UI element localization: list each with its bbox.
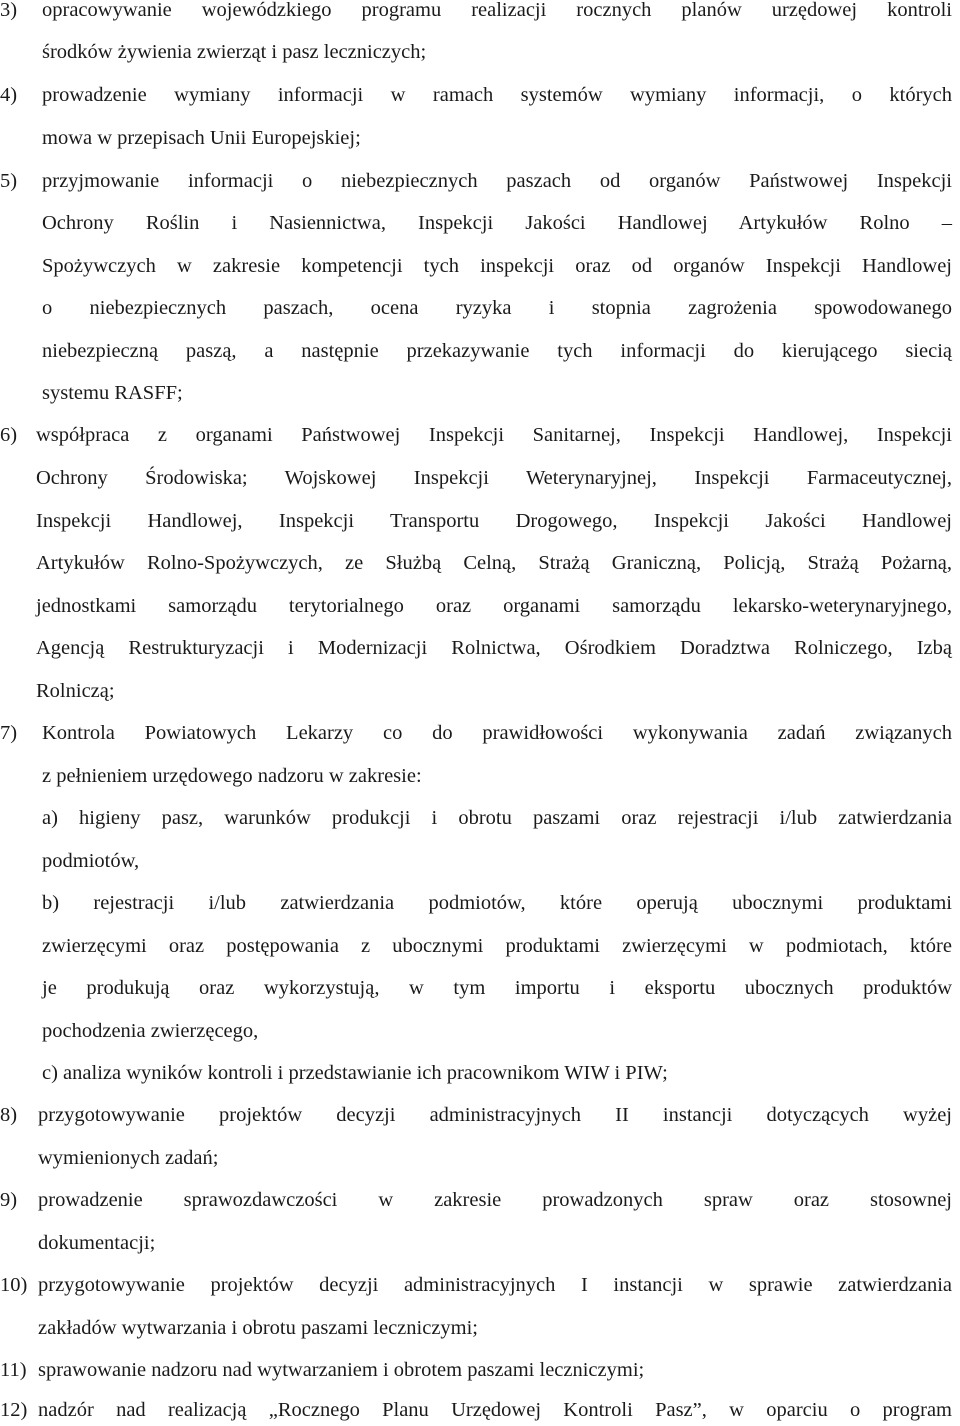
item-7a-line-1: a) higieny pasz, warunków produkcji i obrotu paszami oraz rejestracji i/lub zatwierdzania <box>42 807 952 829</box>
item-3-line-2: środków żywienia zwierząt i pasz leczniczych; <box>42 41 427 63</box>
item-10-line-1: przygotowywanie projektów decyzji administracyjnych I instancji w sprawie zatwierdzania <box>38 1274 952 1296</box>
item-8-line-1: przygotowywanie projektów decyzji administracyjnych II instancji dotyczących wyżej <box>38 1104 952 1126</box>
item-10-line-2: zakładów wytwarzania i obrotu paszami leczniczymi; <box>38 1317 478 1339</box>
item-number: 4) <box>0 84 18 106</box>
item-7b-line-3: je produkują oraz wykorzystują, w tym importu i eksportu ubocznych produktów <box>42 977 952 999</box>
item-3-line-1: opracowywanie wojewódzkiego programu realizacji rocznych planów urzędowej kontroli <box>42 0 952 21</box>
item-number: 3) <box>0 0 18 21</box>
item-6-line-5: jednostkami samorządu terytorialnego oraz organami samorządu lekarsko-weterynaryjnego, <box>36 595 952 617</box>
item-9-line-1: prowadzenie sprawozdawczości w zakresie prowadzonych spraw oraz stosownej <box>38 1189 952 1211</box>
item-6-line-2: Ochrony Środowiska; Wojskowej Inspekcji Weterynaryjnej, Inspekcji Farmaceutycznej, <box>36 467 952 489</box>
item-6-line-6: Agencją Restrukturyzacji i Modernizacji Rolnictwa, Ośrodkiem Doradztwa Rolniczego, Izbą <box>36 637 952 659</box>
item-5-line-3: Spożywczych w zakresie kompetencji tych inspekcji oraz od organów Inspekcji Handlowej <box>42 255 952 277</box>
item-number: 6) <box>0 424 18 446</box>
item-12-line-1: nadzór nad realizacją „Rocznego Planu Urzędowej Kontroli Pasz”, w oparciu o program <box>38 1399 952 1421</box>
item-number: 9) <box>0 1189 18 1211</box>
item-6-line-7: Rolniczą; <box>36 680 115 702</box>
item-8-line-2: wymienionych zadań; <box>38 1147 219 1169</box>
item-number: 12) <box>0 1399 28 1421</box>
item-5-line-4: o niebezpiecznych paszach, ocena ryzyka i stopnia zagrożenia spowodowanego <box>42 297 952 319</box>
item-7a-line-2: podmiotów, <box>42 850 140 872</box>
item-6-line-4: Artykułów Rolno-Spożywczych, ze Służbą Celną, Strażą Graniczną, Policją, Strażą Pożarną, <box>36 552 952 574</box>
item-5-line-6: systemu RASFF; <box>42 382 183 404</box>
item-6-line-3: Inspekcji Handlowej, Inspekcji Transportu Drogowego, Inspekcji Jakości Handlowej <box>36 510 952 532</box>
item-5-line-5: niebezpieczną paszą, a następnie przekazywanie tych informacji do kierującego siecią <box>42 340 952 362</box>
item-4-line-2: mowa w przepisach Unii Europejskiej; <box>42 127 361 149</box>
item-number: 10) <box>0 1274 28 1296</box>
item-number: 11) <box>0 1359 27 1381</box>
item-7-line-1: Kontrola Powiatowych Lekarzy co do prawidłowości wykonywania zadań związanych <box>42 722 952 744</box>
item-7b-line-4: pochodzenia zwierzęcego, <box>42 1020 259 1042</box>
item-11-line-1: sprawowanie nadzoru nad wytwarzaniem i obrotem paszami leczniczymi; <box>38 1359 645 1381</box>
item-7b-line-1: b) rejestracji i/lub zatwierdzania podmiotów, które operują ubocznymi produktami <box>42 892 952 914</box>
item-4-line-1: prowadzenie wymiany informacji w ramach systemów wymiany informacji, o których <box>42 84 952 106</box>
item-9-line-2: dokumentacji; <box>38 1232 156 1254</box>
item-5-line-1: przyjmowanie informacji o niebezpiecznych paszach od organów Państwowej Inspekcji <box>42 170 952 192</box>
item-7c-line-1: c) analiza wyników kontroli i przedstawianie ich pracownikom WIW i PIW; <box>42 1062 668 1084</box>
item-7b-line-2: zwierzęcymi oraz postępowania z ubocznymi produktami zwierzęcymi w podmiotach, które <box>42 935 952 957</box>
item-6-line-1: współpraca z organami Państwowej Inspekcji Sanitarnej, Inspekcji Handlowej, Inspekcji <box>36 424 952 446</box>
item-5-line-2: Ochrony Roślin i Nasiennictwa, Inspekcji Jakości Handlowej Artykułów Rolno – <box>42 212 952 234</box>
item-number: 8) <box>0 1104 18 1126</box>
item-7-line-2: z pełnieniem urzędowego nadzoru w zakresie: <box>42 765 422 787</box>
item-number: 5) <box>0 170 18 192</box>
item-number: 7) <box>0 722 18 744</box>
